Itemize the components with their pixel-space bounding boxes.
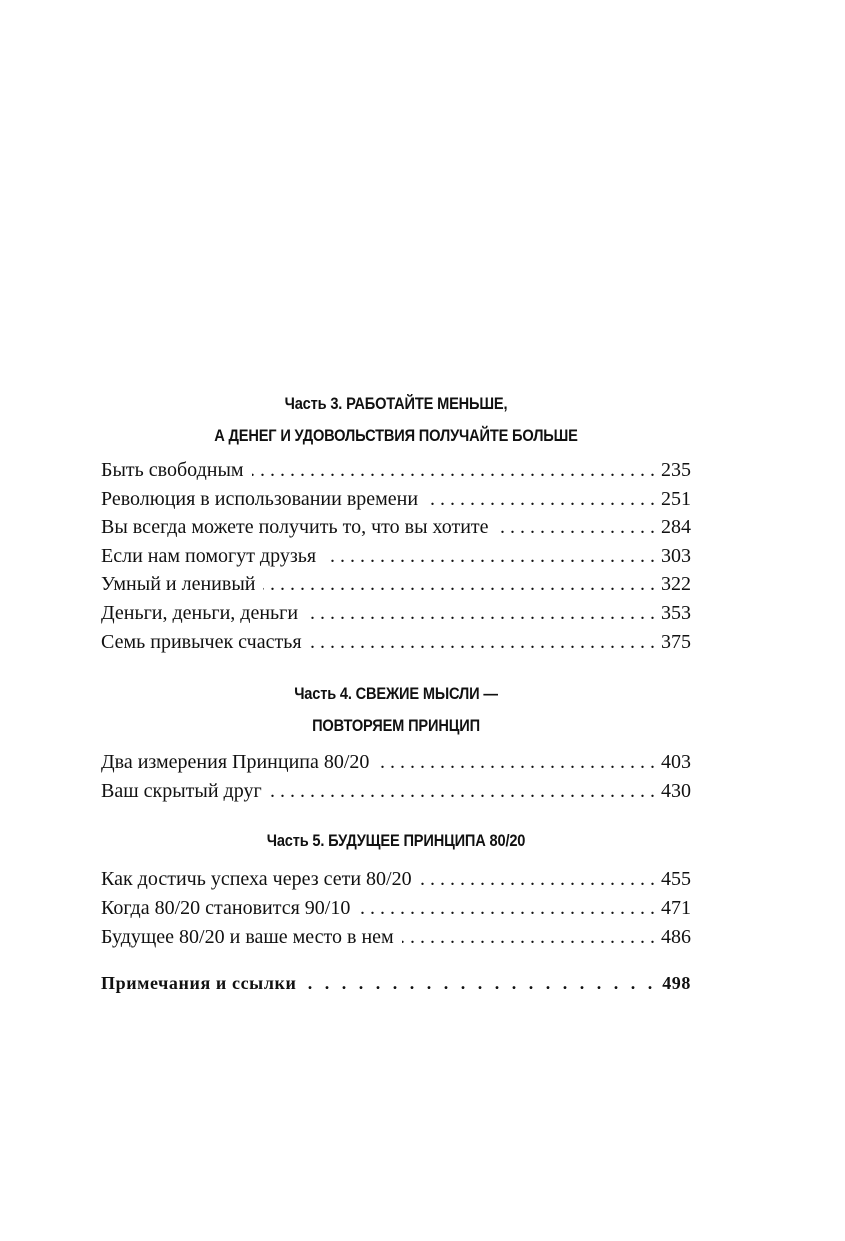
toc-entry-page: 375 xyxy=(661,630,691,653)
dot-leader xyxy=(426,485,655,514)
toc-entry-page: 303 xyxy=(661,544,691,567)
dot-leader xyxy=(420,865,655,894)
notes-page: 498 xyxy=(662,973,691,994)
dot-leader xyxy=(377,748,655,777)
dot-leader xyxy=(402,923,655,952)
part-3-entries xyxy=(101,456,691,656)
part-4-entries xyxy=(101,748,691,805)
dot-leader xyxy=(252,456,655,485)
toc-entry-page: 486 xyxy=(661,925,691,948)
toc-entry xyxy=(101,542,691,571)
toc-entry-title: Вы всегда можете получить то, что вы хотите xyxy=(101,516,489,539)
dot-leader xyxy=(306,599,655,628)
part-3-heading-line-2: А ДЕНЕГ И УДОВОЛЬСТВИЯ ПОЛУЧАЙТЕ БОЛЬШЕ xyxy=(214,426,578,445)
part-5-heading-line-1: Часть 5. БУДУЩЕЕ ПРИНЦИПА 80/20 xyxy=(266,831,526,851)
toc-entry-title: Если нам помогут друзья xyxy=(101,544,317,567)
dot-leader xyxy=(310,628,655,657)
part-3-heading xyxy=(142,388,649,452)
toc-entry-title: Революция в использовании времени xyxy=(101,487,419,510)
toc-entry-page: 403 xyxy=(661,751,691,774)
toc-entry xyxy=(101,485,691,514)
part-5-entries xyxy=(101,865,691,951)
toc-entry-title: Быть свободным xyxy=(101,459,244,481)
toc-entry xyxy=(101,599,691,628)
toc-entry-title: Умный и ленивый xyxy=(101,573,256,596)
toc-entry xyxy=(101,456,691,485)
part-4-heading-line-1: Часть 4. СВЕЖИЕ МЫСЛИ — xyxy=(294,684,498,704)
toc-entry-title: Два измерения Принципа 80/20 xyxy=(101,751,370,774)
toc-entry xyxy=(101,513,691,542)
table-of-contents xyxy=(101,388,691,998)
notes-entry xyxy=(101,969,691,998)
dot-leader xyxy=(324,542,655,571)
toc-entry-title: Когда 80/20 становится 90/10 xyxy=(101,896,351,919)
notes-section xyxy=(101,969,691,998)
dot-leader xyxy=(270,777,655,806)
toc-entry-page: 235 xyxy=(661,459,691,481)
toc-entry-title: Будущее 80/20 и ваше место в нем xyxy=(101,925,394,948)
toc-entry xyxy=(101,628,691,657)
part-3-heading-line-1: Часть 3. РАБОТАЙТЕ МЕНЬШЕ, xyxy=(284,394,508,413)
toc-entry-title: Семь привычек счастья xyxy=(101,630,302,653)
toc-entry-title: Деньги, деньги, деньги xyxy=(101,601,299,624)
toc-entry xyxy=(101,923,691,952)
dot-leader xyxy=(304,969,656,998)
toc-entry xyxy=(101,748,691,777)
dot-leader xyxy=(497,513,655,542)
toc-entry-page: 430 xyxy=(661,779,691,802)
toc-entry-title: Как достичь успеха через сети 80/20 xyxy=(101,868,412,891)
toc-entry-page: 471 xyxy=(661,896,691,919)
toc-entry-page: 251 xyxy=(661,487,691,510)
toc-entry-title: Ваш скрытый друг xyxy=(101,779,262,802)
notes-title: Примечания и ссылки xyxy=(101,973,297,994)
part-5-heading xyxy=(142,825,649,857)
toc-entry xyxy=(101,777,691,806)
part-4-heading xyxy=(142,678,649,742)
dot-leader xyxy=(263,570,655,599)
toc-entry-page: 322 xyxy=(661,573,691,596)
toc-entry-page: 353 xyxy=(661,601,691,624)
part-4-heading-line-2: ПОВТОРЯЕМ ПРИНЦИП xyxy=(312,716,480,736)
toc-entry xyxy=(101,894,691,923)
toc-entry xyxy=(101,570,691,599)
toc-entry-page: 284 xyxy=(661,516,691,539)
toc-entry xyxy=(101,865,691,894)
toc-entry-page: 455 xyxy=(661,868,691,891)
dot-leader xyxy=(358,894,655,923)
